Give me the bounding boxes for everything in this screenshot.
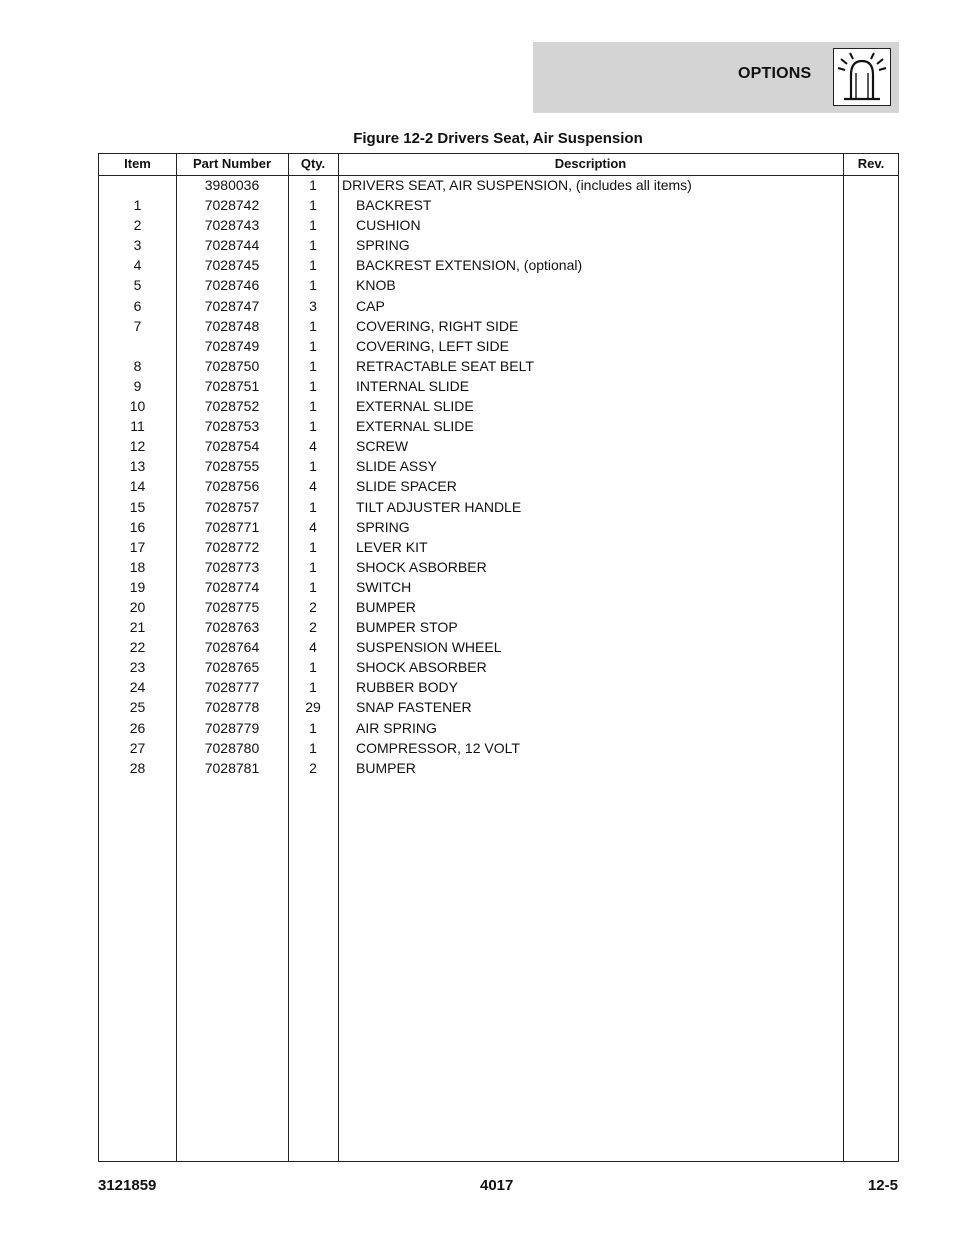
part-number-cell: 7028744 xyxy=(204,237,260,254)
qty-cell: 1 xyxy=(309,398,317,415)
qty-cell: 1 xyxy=(309,418,317,435)
qty-cell: 1 xyxy=(309,377,317,394)
qty-cell: 1 xyxy=(309,217,317,234)
description-cell: BACKREST EXTENSION, (optional) xyxy=(356,257,583,274)
item-cell: 9 xyxy=(133,377,142,394)
description-cell: SUSPENSION WHEEL xyxy=(356,639,502,656)
description-cell: CUSHION xyxy=(356,217,421,234)
qty-cell: 4 xyxy=(309,438,317,455)
qty-cell: 1 xyxy=(309,538,317,555)
section-title: OPTIONS xyxy=(738,65,812,82)
description-cell: BUMPER xyxy=(356,598,416,615)
part-number-cell: 7028765 xyxy=(204,659,260,676)
part-number-cell: 7028742 xyxy=(204,197,260,214)
table-row xyxy=(99,436,898,456)
part-number-cell: 7028746 xyxy=(204,277,260,294)
description-cell: COVERING, RIGHT SIDE xyxy=(356,317,519,334)
table-row xyxy=(99,758,898,778)
part-number-cell: 7028747 xyxy=(204,297,260,314)
part-number-cell: 7028754 xyxy=(204,438,260,455)
table-row xyxy=(99,597,898,617)
part-number-cell: 7028774 xyxy=(204,578,260,595)
qty-cell: 1 xyxy=(309,317,317,334)
part-number-cell: 7028775 xyxy=(204,598,260,615)
qty-cell: 1 xyxy=(309,257,317,274)
column-header-qty: Qty. xyxy=(300,156,326,171)
part-number-cell: 7028757 xyxy=(204,498,260,515)
table-row xyxy=(99,195,898,215)
table-row xyxy=(99,677,898,697)
description-cell: AIR SPRING xyxy=(356,719,437,736)
qty-cell: 2 xyxy=(309,619,317,636)
description-cell: INTERNAL SLIDE xyxy=(356,377,470,394)
table-row xyxy=(99,497,898,517)
description-cell: CAP xyxy=(356,297,385,314)
column-header-rev: Rev. xyxy=(857,156,885,171)
description-cell: SHOCK ASBORBER xyxy=(356,558,487,575)
table-row xyxy=(99,316,898,336)
table-row xyxy=(99,718,898,738)
item-cell: 13 xyxy=(129,458,146,475)
qty-cell: 1 xyxy=(309,558,317,575)
item-cell: 20 xyxy=(129,598,146,615)
table-row xyxy=(99,296,898,316)
table-row xyxy=(99,517,898,537)
table-row xyxy=(99,175,898,195)
part-number-cell: 7028752 xyxy=(204,398,260,415)
part-number-cell: 7028748 xyxy=(204,317,260,334)
description-cell: EXTERNAL SLIDE xyxy=(356,398,474,415)
part-number-cell: 7028756 xyxy=(204,478,260,495)
description-cell: KNOB xyxy=(356,277,396,294)
item-cell: 24 xyxy=(129,679,146,696)
qty-cell: 4 xyxy=(309,478,317,495)
table-row xyxy=(99,275,898,295)
part-number-cell: 7028751 xyxy=(204,377,260,394)
item-cell: 5 xyxy=(133,277,142,294)
table-row xyxy=(99,577,898,597)
item-cell: 1 xyxy=(133,197,142,214)
item-cell: 28 xyxy=(129,759,146,776)
description-cell: SLIDE ASSY xyxy=(356,458,437,475)
item-cell: 6 xyxy=(133,297,142,314)
description-cell: BUMPER STOP xyxy=(356,619,458,636)
table-row xyxy=(99,336,898,356)
table-row xyxy=(99,557,898,577)
qty-cell: 1 xyxy=(309,719,317,736)
item-cell: 18 xyxy=(129,558,146,575)
part-number-cell: 7028778 xyxy=(204,699,260,716)
options-section-icon xyxy=(833,48,891,106)
column-header-part-number: Part Number xyxy=(192,156,272,171)
item-cell: 27 xyxy=(129,739,146,756)
table-row xyxy=(99,617,898,637)
item-cell: 19 xyxy=(129,578,146,595)
part-number-cell: 7028750 xyxy=(204,357,260,374)
item-cell: 7 xyxy=(133,317,142,334)
part-number-cell: 7028753 xyxy=(204,418,260,435)
table-row xyxy=(99,456,898,476)
description-cell: SNAP FASTENER xyxy=(356,699,472,716)
table-row xyxy=(99,215,898,235)
description-cell: SLIDE SPACER xyxy=(356,478,457,495)
qty-cell: 1 xyxy=(309,659,317,676)
qty-cell: 1 xyxy=(309,277,317,294)
part-number-cell: 7028764 xyxy=(204,639,260,656)
part-number-cell: 7028773 xyxy=(204,558,260,575)
item-cell: 15 xyxy=(129,498,146,515)
description-cell: TILT ADJUSTER HANDLE xyxy=(356,498,522,515)
table-row xyxy=(99,376,898,396)
footer-document-number: 3121859 xyxy=(98,1177,157,1194)
part-number-cell: 7028771 xyxy=(204,518,260,535)
part-number-cell: 7028749 xyxy=(204,337,260,354)
table-body xyxy=(99,175,898,778)
column-header-description: Description xyxy=(554,156,627,171)
qty-cell: 1 xyxy=(309,498,317,515)
item-cell: 26 xyxy=(129,719,146,736)
qty-cell: 1 xyxy=(309,679,317,696)
qty-cell: 29 xyxy=(305,699,321,716)
item-cell: 17 xyxy=(129,538,146,555)
part-number-cell: 7028781 xyxy=(204,759,260,776)
qty-cell: 4 xyxy=(309,518,317,535)
item-cell: 4 xyxy=(133,257,142,274)
description-cell: SCREW xyxy=(356,438,409,455)
parts-table xyxy=(98,153,899,1162)
item-cell: 21 xyxy=(129,619,146,636)
description-cell: EXTERNAL SLIDE xyxy=(356,418,474,435)
part-number-cell: 3980036 xyxy=(204,177,260,193)
item-cell: 25 xyxy=(129,699,146,716)
description-cell: BACKREST xyxy=(356,197,432,214)
qty-cell: 1 xyxy=(309,357,317,374)
description-cell: SPRING xyxy=(356,518,410,535)
table-row xyxy=(99,416,898,436)
description-cell: SHOCK ABSORBER xyxy=(356,659,487,676)
qty-cell: 1 xyxy=(309,197,317,214)
qty-cell: 1 xyxy=(309,237,317,254)
item-cell: 11 xyxy=(130,418,145,435)
item-cell: 22 xyxy=(129,639,146,656)
qty-cell: 1 xyxy=(309,739,317,756)
qty-cell: 4 xyxy=(309,639,317,656)
part-number-cell: 7028763 xyxy=(204,619,260,636)
part-number-cell: 7028743 xyxy=(204,217,260,234)
footer-model: 4017 xyxy=(480,1177,514,1194)
item-cell: 2 xyxy=(133,217,142,234)
table-row xyxy=(99,738,898,758)
table-row xyxy=(99,657,898,677)
qty-cell: 2 xyxy=(309,598,317,615)
part-number-cell: 7028755 xyxy=(204,458,260,475)
description-cell: DRIVERS SEAT, AIR SUSPENSION, (includes all items) xyxy=(342,177,692,193)
column-header-item: Item xyxy=(124,156,151,171)
part-number-cell: 7028780 xyxy=(204,739,260,756)
table-row xyxy=(99,476,898,496)
description-cell: BUMPER xyxy=(356,759,416,776)
item-cell: 8 xyxy=(133,357,142,374)
part-number-cell: 7028777 xyxy=(204,679,260,696)
part-number-cell: 7028779 xyxy=(204,719,260,736)
description-cell: RUBBER BODY xyxy=(356,679,458,696)
description-cell: COVERING, LEFT SIDE xyxy=(356,337,509,354)
figure-title: Figure 12-2 Drivers Seat, Air Suspension xyxy=(353,130,643,147)
item-cell: 14 xyxy=(129,478,146,495)
footer-page-number: 12-5 xyxy=(867,1177,898,1194)
qty-cell: 3 xyxy=(309,297,317,314)
table-row xyxy=(99,356,898,376)
table-row xyxy=(99,697,898,717)
item-cell: 10 xyxy=(129,398,146,415)
qty-cell: 1 xyxy=(309,458,317,475)
item-cell: 23 xyxy=(129,659,146,676)
description-cell: COMPRESSOR, 12 VOLT xyxy=(356,739,520,756)
description-cell: RETRACTABLE SEAT BELT xyxy=(356,357,534,374)
description-cell: SPRING xyxy=(356,237,410,254)
description-cell: LEVER KIT xyxy=(356,538,428,555)
qty-cell: 1 xyxy=(309,177,317,193)
item-cell: 12 xyxy=(129,438,146,455)
part-number-cell: 7028745 xyxy=(204,257,260,274)
part-number-cell: 7028772 xyxy=(204,538,260,555)
item-cell: 3 xyxy=(133,237,142,254)
table-row xyxy=(99,235,898,255)
table-row xyxy=(99,396,898,416)
qty-cell: 2 xyxy=(309,759,317,776)
qty-cell: 1 xyxy=(309,578,317,595)
table-row xyxy=(99,537,898,557)
qty-cell: 1 xyxy=(309,337,317,354)
table-row xyxy=(99,255,898,275)
table-header-row xyxy=(99,154,898,176)
item-cell: 16 xyxy=(129,518,146,535)
description-cell: SWITCH xyxy=(356,578,412,595)
table-row xyxy=(99,637,898,657)
